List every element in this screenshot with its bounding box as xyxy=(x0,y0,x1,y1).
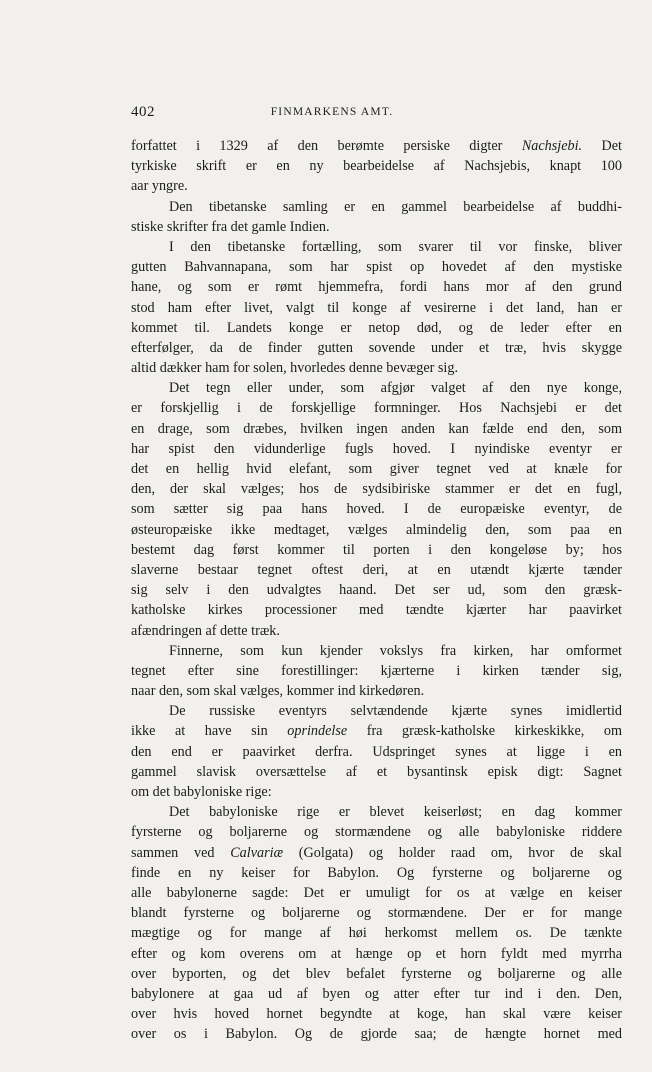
text-line: stiske skrifter fra det gamle Indien. xyxy=(131,218,330,235)
text-line: I den tibetanske fortælling, som svarer til vor finske, bliver xyxy=(169,238,622,255)
text-line: sammen ved Calvariæ (Golgata) og holder raad om, hvor de skal xyxy=(131,844,622,861)
page-number: 402 xyxy=(131,104,155,120)
text-line: en drage, som dræbes, hvilken ingen anden kan fælde end den, som xyxy=(131,420,622,437)
text-line: Det babyloniske rige er blevet keiserløst; en dag kommer xyxy=(169,804,622,821)
text-line: over hvis hoved hornet begyndte at koge, han skal være keiser xyxy=(131,1006,622,1023)
text-line: gutten Bahvannapana, som har spist op hovedet af den mystiske xyxy=(131,259,622,276)
text-line: Den tibetanske samling er en gammel bearbeidelse af buddhi- xyxy=(169,198,622,215)
text-line: som sætter sig paa hans hoved. I de europæiske eventyr, de xyxy=(131,501,622,518)
text-line: De russiske eventyrs selvtændende kjærte synes imidlertid xyxy=(169,703,622,720)
text-line: fyrsterne og boljarerne og stormændene og alle babyloniske riddere xyxy=(131,824,622,841)
text-line: Det tegn eller under, som afgjør valget af den nye konge, xyxy=(169,380,622,397)
text-line: om det babyloniske rige: xyxy=(131,784,272,800)
text-line: gammel slavisk oversættelse af et bysantinsk episk digt: Sagnet xyxy=(131,763,622,780)
page-header xyxy=(0,100,652,122)
text-line: alle babylonerne sagde: Det er umuligt for os at vælge en keiser xyxy=(131,884,622,901)
text-line: efterfølger, da de finder gutten sovende under et træ, hvis skygge xyxy=(131,339,622,356)
text-line: over byporten, og det blev befalet fyrsterne og boljarerne og alle xyxy=(131,965,622,982)
text-line: stod ham efter livet, valgt til konge af vesirerne i det land, han er xyxy=(131,299,622,316)
text-line: bestemt dag først kommer til porten i den kongeløse by; hos xyxy=(131,541,622,558)
text-line: aar yngre. xyxy=(131,178,188,195)
text-line: efter og kom overens om at hænge op et horn fyldt med myrrha xyxy=(131,945,622,962)
text-line: ikke at have sin oprindelse fra græsk-katholske kirkeskikke, om xyxy=(131,723,622,740)
text-line: over os i Babylon. Og de gjorde saa; de hængte hornet med xyxy=(131,1026,622,1043)
text-line: den, der skal vælges; hos de sydsibiriske stammer er det en fugl, xyxy=(131,481,622,498)
text-line: altid dækker ham for solen, hvorledes denne bevæger sig. xyxy=(131,360,459,377)
text-line: kommet til. Landets konge er netop død, og de leder efter en xyxy=(131,319,622,336)
text-line: katholske kirkes processioner med tændte kjærter har paavirket xyxy=(131,602,622,619)
text-line: mægtige og for mange af høi herkomst mellem os. De tænkte xyxy=(131,925,622,942)
text-line: hane, og som er rømt hjemmefra, fordi hans mor af den grund xyxy=(131,279,622,296)
text-line: er forskjellig i de forskjellige formninger. Hos Nachsjebi er det xyxy=(131,400,622,417)
text-line: forfattet i 1329 af den berømte persiske digter Nachsjebi. Det xyxy=(131,138,622,154)
text-line: afændringen af dette træk. xyxy=(131,622,280,639)
text-line: tegnet efter sine forestillinger: kjærterne i kirken tænder sig, xyxy=(131,662,622,679)
text-line: det en hellig hvid elefant, som giver tegnet ved at knæle for xyxy=(131,461,622,477)
text-line: sig selv i den udvalgtes haand. Det ser ud, som den græsk- xyxy=(131,582,622,599)
text-line: finde en ny keiser for Babylon. Og fyrsterne og boljarerne og xyxy=(131,864,622,881)
text-line: babylonere at gaa ud af byen og atter efter tur ind i den. Den, xyxy=(131,985,622,1002)
text-line: den end er paavirket derfra. Udspringet synes at ligge i en xyxy=(131,743,622,760)
text-line: tyrkiske skrift er en ny bearbeidelse af Nachsjebis, knapt 100 xyxy=(131,158,622,175)
running-title: FINMARKENS AMT. xyxy=(270,106,394,118)
text-line: østeuropæiske ikke medtaget, vælges almindelig den, som paa en xyxy=(131,521,622,538)
text-line: slaverne bestaar tegnet oftest deri, at en utændt kjærte tænder xyxy=(131,561,622,578)
text-line: har spist den vidunderlige fugls hoved. I nyindiske eventyr er xyxy=(131,440,622,457)
body-text xyxy=(131,136,622,1044)
text-line: Finnerne, som kun kjender vokslys fra kirken, har omformet xyxy=(169,642,622,659)
text-line: naar den, som skal vælges, kommer ind kirkedøren. xyxy=(131,683,425,700)
text-line: blandt fyrsterne og boljarerne og stormændene. Der er for mange xyxy=(131,905,622,922)
